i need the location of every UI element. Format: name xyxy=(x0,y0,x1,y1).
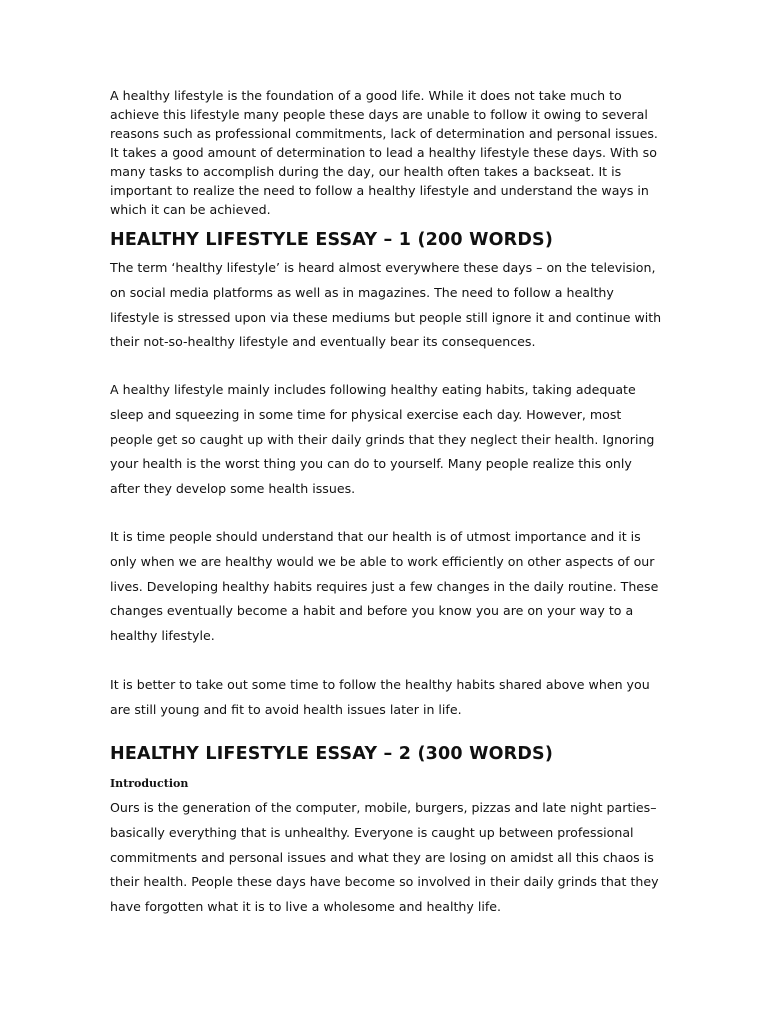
essay-2-heading: HEALTHY LIFESTYLE ESSAY – 2 (300 WORDS) xyxy=(110,744,554,764)
essay-2-paragraph-1: Ours is the generation of the computer, mobile, burgers, pizzas and late night parties– basically everything that is unhealthy. Everyone is caught up between professional commitments and personal issues and what they are losing on amidst all this chaos is their health. People these days have become so involved in their daily grinds that they have forgotten what it is to live a wholesome and healthy life. xyxy=(110,800,659,915)
essay-1-paragraph-3: It is time people should understand that our health is of utmost importance and it is only when we are healthy would we be able to work efficiently on other aspects of our lives. Developing healthy habits requires just a few changes in the daily routine. These changes eventually become a habit and before you know you are on your way to a healthy lifestyle. xyxy=(110,529,659,644)
essay-1-paragraph-1: The term ‘healthy lifestyle’ is heard almost everywhere these days – on the television, on social media platforms as well as in magazines. The need to follow a healthy lifestyle is stressed upon via these mediums but people still ignore it and continue with their not-so-healthy lifestyle and eventually bear its consequences. xyxy=(110,260,662,350)
intro-paragraph: A healthy lifestyle is the foundation of a good life. While it does not take much to achieve this lifestyle many people these days are unable to follow it owing to several reasons such as professional commitments, lack of determination and personal issues. It takes a good amount of determination to lead a healthy lifestyle these days. With so many tasks to accomplish during the day, our health often takes a backseat. It is important to realize the need to follow a healthy lifestyle and understand the ways in which it can be achieved. xyxy=(110,88,658,217)
essay-1-heading: HEALTHY LIFESTYLE ESSAY – 1 (200 WORDS) xyxy=(110,230,554,250)
essay-1-paragraph-4: It is better to take out some time to follow the healthy habits shared above when you are still young and fit to avoid health issues later in life. xyxy=(110,677,650,717)
essay-2-subheading: Introduction xyxy=(110,777,189,790)
essay-1-paragraph-2: A healthy lifestyle mainly includes following healthy eating habits, taking adequate sleep and squeezing in some time for physical exercise each day. However, most people get so caught up with their daily grinds that they neglect their health. Ignoring your health is the worst thing you can do to yourself. Many people realize this only after they develop some health issues. xyxy=(110,382,655,497)
